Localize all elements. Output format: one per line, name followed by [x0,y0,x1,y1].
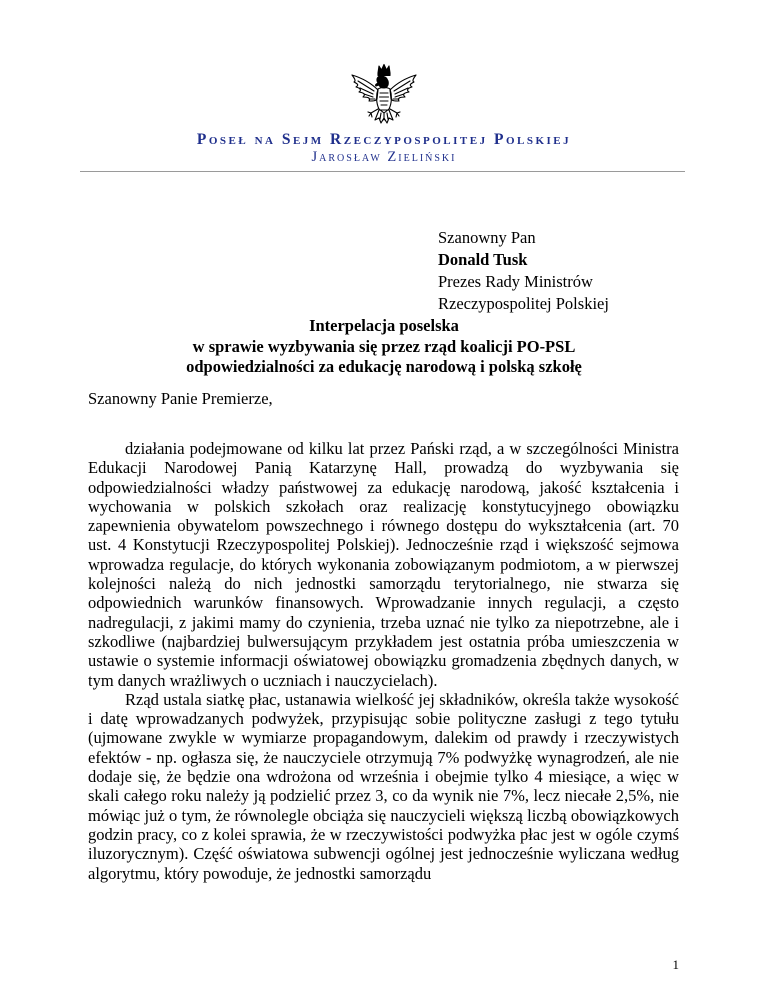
recipient-address [438,227,609,315]
sender-title: Poseł na Sejm Rzeczypospolitej Polskiej [196,131,572,148]
sender-name: Jarosław Zieliński [311,149,457,165]
title-line-2: w sprawie wyzbywania się przez rząd koalicji PO-PSL [192,336,576,356]
body-paragraph-1: działania podejmowane od kilku lat przez Pański rząd, a w szczególności Ministra Edukacji Narodowej Panią Katarzynę Hall, prowadzą do wyzbywania się odpowiedzialności władzy państwowej za edukację narodową, jakość kształcenia i wychowania w polskich szkołach oraz realizację konstytucyjnego obowiązku zapewnienia obywatelom powszechnego i równego dostępu do wykształcenia (art. 70 ust. 4 Konstytucji Rzeczypospolitej Polskiej). Jednocześnie rząd i większość sejmowa wprowadza regulacje, do których wykonania zobowiązanym podmiotom, a w pierwszej kolejności należą do nich jednostki samorządu terytorialnego, nie stwarza się odpowiednich warunków finansowych. Wprowadzanie innych regulacji, a często nadregulacji, z jakimi mamy do czynienia, trzeba uznać nie tylko za niepotrzebne, ale i szkodliwe (najbardziej bulwersującym przykładem jest ostatnia próba umieszczenia w ustawie o systemie informacji oświatowej obowiązku gromadzenia zbędnych danych, w tym danych wrażliwych o uczniach i nauczycielach). [88,439,679,690]
header-divider [80,171,685,172]
body-paragraph-2: Rząd ustala siatkę płac, ustanawia wielkość jej składników, określa także wysokość i datę wprowadzanych podwyżek, przypisując sobie polityczne zasługi z tego tytułu (ujmowane zwykle w wymiarze propagandowym, dalekim od prawdy i rzeczywistych efektów - np. ogłasza się, że nauczyciele otrzymują 7% podwyżkę wynagrodzeń, ale nie dodaje się, że będzie ona wdrożona od września i obejmie tylko 4 miesiące, a więc w skali całego roku należy ją podzielić przez 3, co da wynik nie 7%, lecz niecałe 2,5%, nie mówiąc już o tym, że równolegle obciąża się nauczycieli większą liczbą obowiązkowych godzin pracy, co z kolei sprawia, że w rzeczywistości podwyżka płac jest w ogóle czymś iluzorycznym). Część oświatowa subwencji ogólnej jest jednocześnie wyliczana według algorytmu, który powoduje, że jednostki samorządu [88,689,679,883]
recipient-position: Prezes Rady Ministrów [438,272,593,291]
page-number: 1 [672,957,679,972]
title-line-1: Interpelacja poselska [309,316,459,335]
eagle-emblem-icon [338,63,430,129]
title-line-3: odpowiedzialności za edukację narodową i polską szkołę [186,357,582,376]
letter-body [88,439,679,883]
recipient-country: Rzeczypospolitej Polskiej [438,294,609,313]
salutation: Szanowny Panie Premierze, [88,389,273,408]
recipient-name: Donald Tusk [438,250,528,269]
recipient-greeting: Szanowny Pan [438,228,536,247]
document-title [0,316,768,378]
